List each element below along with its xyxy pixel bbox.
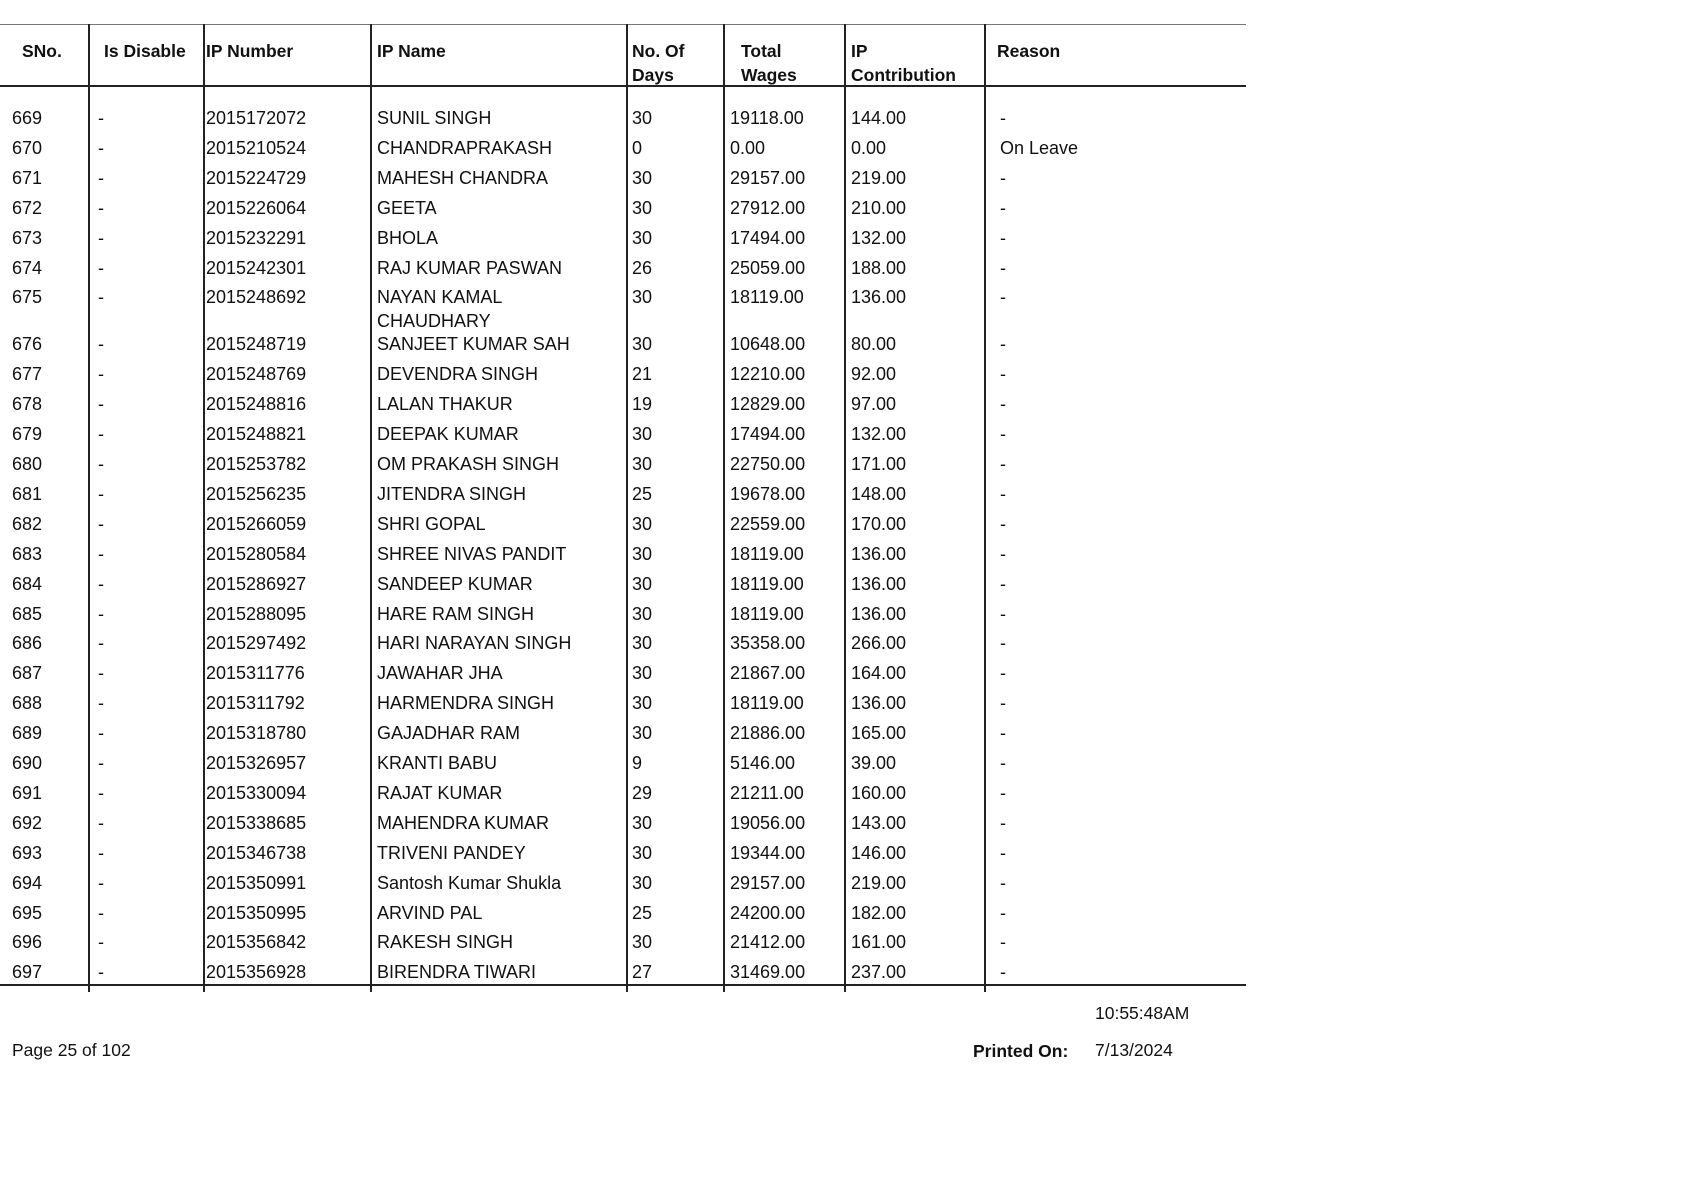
cell-reason: - xyxy=(1000,962,1006,983)
cell-no-of-days: 25 xyxy=(632,483,653,504)
cell-sno: 677 xyxy=(12,364,43,385)
table-row xyxy=(0,781,1246,811)
cell-ip-number: 2015256235 xyxy=(206,483,307,504)
cell-sno: 697 xyxy=(12,962,43,983)
cell-sno: 692 xyxy=(12,812,43,833)
header-bottom-rule xyxy=(0,85,1246,87)
cell-total-wages: 35358.00 xyxy=(730,633,806,654)
cell-sno: 676 xyxy=(12,334,43,355)
cell-is-disable: - xyxy=(98,424,104,445)
cell-reason: - xyxy=(1000,287,1006,308)
cell-no-of-days: 30 xyxy=(632,108,653,128)
cell-no-of-days: 30 xyxy=(632,197,653,218)
cell-is-disable: - xyxy=(98,257,104,278)
cell-no-of-days: 30 xyxy=(632,573,653,594)
table-row xyxy=(0,841,1246,871)
table-row xyxy=(0,661,1246,691)
cell-ip-number: 2015172072 xyxy=(206,108,307,128)
cell-sno: 671 xyxy=(12,167,43,188)
cell-reason: - xyxy=(1000,197,1006,218)
cell-ip-number: 2015350995 xyxy=(206,902,307,923)
cell-sno: 695 xyxy=(12,902,43,923)
cell-ip-contribution: 136.00 xyxy=(851,543,907,564)
table-row xyxy=(0,166,1246,196)
cell-ip-name: DEVENDRA SINGH xyxy=(377,364,539,385)
table-row xyxy=(0,362,1246,392)
cell-no-of-days: 27 xyxy=(632,962,653,983)
cell-reason: - xyxy=(1000,902,1006,923)
cell-ip-name: CHANDRAPRAKASH xyxy=(377,137,553,158)
cell-sno: 693 xyxy=(12,842,43,863)
cell-ip-contribution: 132.00 xyxy=(851,424,907,445)
header-ip-name: IP Name xyxy=(377,41,446,61)
cell-sno: 683 xyxy=(12,543,43,564)
cell-ip-number: 2015253782 xyxy=(206,454,307,474)
cell-is-disable: - xyxy=(98,394,104,415)
cell-is-disable: - xyxy=(98,364,104,385)
cell-ip-name: MAHESH CHANDRA xyxy=(377,167,549,188)
cell-is-disable: - xyxy=(98,108,104,128)
table-row xyxy=(0,392,1246,422)
cell-ip-name: SHREE NIVAS PANDIT xyxy=(377,543,567,564)
cell-ip-name: BIRENDRA TIWARI xyxy=(377,962,537,983)
cell-is-disable: - xyxy=(98,663,104,684)
cell-ip-number: 2015318780 xyxy=(206,723,307,744)
cell-ip-name: JAWAHAR JHA xyxy=(377,663,503,684)
cell-no-of-days: 25 xyxy=(632,902,653,923)
cell-sno: 694 xyxy=(12,872,43,893)
table-row xyxy=(0,512,1246,542)
cell-no-of-days: 30 xyxy=(632,872,653,893)
table-row xyxy=(0,136,1246,166)
cell-no-of-days: 30 xyxy=(632,932,653,953)
contribution-report-table xyxy=(0,24,1246,986)
table-row xyxy=(0,256,1246,286)
cell-no-of-days: 9 xyxy=(632,753,643,773)
cell-no-of-days: 30 xyxy=(632,812,653,833)
cell-total-wages: 19678.00 xyxy=(730,483,806,504)
cell-is-disable: - xyxy=(98,167,104,188)
cell-ip-number: 2015280584 xyxy=(206,543,307,564)
table-row xyxy=(0,960,1246,990)
header-no-of-days-line-1: No. Of xyxy=(632,41,685,61)
cell-total-wages: 18119.00 xyxy=(730,693,804,714)
cell-ip-number: 2015288095 xyxy=(206,603,307,624)
cell-reason: - xyxy=(1000,633,1006,654)
cell-is-disable: - xyxy=(98,842,104,863)
table-row xyxy=(0,811,1246,841)
cell-no-of-days: 30 xyxy=(632,167,653,188)
header-total-wages xyxy=(741,39,797,87)
cell-ip-name: OM PRAKASH SINGH xyxy=(377,454,560,474)
cell-ip-number: 2015266059 xyxy=(206,513,307,534)
header-no-of-days-line-2: Days xyxy=(632,65,674,85)
table-row xyxy=(0,422,1246,452)
cell-reason: - xyxy=(1000,543,1006,564)
cell-ip-contribution: 143.00 xyxy=(851,812,907,833)
cell-is-disable: - xyxy=(98,227,104,248)
cell-is-disable: - xyxy=(98,573,104,594)
cell-ip-name: GEETA xyxy=(377,197,437,218)
cell-reason: - xyxy=(1000,364,1006,385)
printed-time: 10:55:48AM xyxy=(1095,1003,1190,1023)
cell-is-disable: - xyxy=(98,543,104,564)
table-row xyxy=(0,452,1246,482)
cell-total-wages: 19118.00 xyxy=(730,108,804,128)
cell-is-disable: - xyxy=(98,633,104,654)
cell-is-disable: - xyxy=(98,902,104,923)
cell-ip-contribution: 266.00 xyxy=(851,633,907,654)
cell-no-of-days: 30 xyxy=(632,227,653,248)
header-no-of-days xyxy=(632,39,685,87)
cell-ip-number: 2015210524 xyxy=(206,137,307,158)
cell-ip-contribution: 136.00 xyxy=(851,287,907,308)
cell-no-of-days: 30 xyxy=(632,424,653,445)
cell-ip-name: KRANTI BABU xyxy=(377,753,498,773)
cell-ip-name: BHOLA xyxy=(377,227,439,248)
cell-no-of-days: 30 xyxy=(632,663,653,684)
cell-sno: 689 xyxy=(12,723,43,744)
cell-reason: - xyxy=(1000,483,1006,504)
cell-ip-contribution: 80.00 xyxy=(851,334,897,355)
cell-ip-contribution: 161.00 xyxy=(851,932,907,953)
cell-total-wages: 17494.00 xyxy=(730,227,806,248)
cell-total-wages: 17494.00 xyxy=(730,424,806,445)
table-row xyxy=(0,196,1246,226)
printed-on-label: Printed On: xyxy=(973,1041,1069,1061)
cell-ip-number: 2015346738 xyxy=(206,842,307,863)
cell-ip-name: JITENDRA SINGH xyxy=(377,483,527,504)
cell-total-wages: 18119.00 xyxy=(730,603,804,624)
cell-total-wages: 18119.00 xyxy=(730,573,804,594)
cell-sno: 672 xyxy=(12,197,43,218)
cell-reason: - xyxy=(1000,603,1006,624)
cell-ip-number: 2015350991 xyxy=(206,872,307,893)
cell-is-disable: - xyxy=(98,872,104,893)
cell-is-disable: - xyxy=(98,962,104,983)
cell-ip-number: 2015311776 xyxy=(206,663,305,684)
cell-reason: - xyxy=(1000,454,1006,474)
cell-ip-number: 2015326957 xyxy=(206,753,307,773)
cell-total-wages: 21886.00 xyxy=(730,723,806,744)
cell-ip-number: 2015226064 xyxy=(206,197,307,218)
cell-reason: - xyxy=(1000,257,1006,278)
cell-is-disable: - xyxy=(98,723,104,744)
cell-total-wages: 18119.00 xyxy=(730,287,804,308)
cell-ip-number: 2015248719 xyxy=(206,334,307,355)
cell-is-disable: - xyxy=(98,603,104,624)
cell-reason: - xyxy=(1000,227,1006,248)
cell-no-of-days: 30 xyxy=(632,287,653,308)
cell-total-wages: 21211.00 xyxy=(730,782,804,803)
cell-ip-name: MAHENDRA KUMAR xyxy=(377,812,550,833)
cell-total-wages: 12829.00 xyxy=(730,394,806,415)
cell-ip-name: NAYAN KAMAL CHAUDHARY xyxy=(377,287,502,332)
cell-ip-name: DEEPAK KUMAR xyxy=(377,424,519,445)
cell-sno: 696 xyxy=(12,932,43,953)
cell-ip-contribution: 144.00 xyxy=(851,108,907,128)
cell-reason: On Leave xyxy=(1000,137,1079,158)
cell-reason: - xyxy=(1000,932,1006,953)
cell-is-disable: - xyxy=(98,137,104,158)
cell-sno: 681 xyxy=(12,483,43,504)
cell-total-wages: 18119.00 xyxy=(730,543,804,564)
cell-is-disable: - xyxy=(98,513,104,534)
cell-ip-contribution: 136.00 xyxy=(851,573,907,594)
cell-ip-contribution: 97.00 xyxy=(851,394,897,415)
cell-sno: 678 xyxy=(12,394,43,415)
cell-no-of-days: 30 xyxy=(632,454,653,474)
cell-reason: - xyxy=(1000,723,1006,744)
cell-ip-number: 2015297492 xyxy=(206,633,307,654)
cell-ip-contribution: 182.00 xyxy=(851,902,907,923)
cell-ip-name: SANDEEP KUMAR xyxy=(377,573,533,594)
header-sno: SNo. xyxy=(22,41,62,61)
cell-ip-contribution: 136.00 xyxy=(851,603,907,624)
cell-is-disable: - xyxy=(98,334,104,355)
table-row xyxy=(0,106,1246,136)
cell-reason: - xyxy=(1000,693,1006,714)
cell-sno: 682 xyxy=(12,513,43,534)
cell-ip-number: 2015224729 xyxy=(206,167,307,188)
table-top-rule xyxy=(0,24,1246,25)
cell-total-wages: 10648.00 xyxy=(730,334,806,355)
cell-ip-contribution: 219.00 xyxy=(851,167,907,188)
cell-total-wages: 12210.00 xyxy=(730,364,806,385)
cell-no-of-days: 30 xyxy=(632,543,653,564)
cell-ip-number: 2015311792 xyxy=(206,693,305,714)
cell-ip-name: SHRI GOPAL xyxy=(377,513,486,534)
cell-ip-contribution: 219.00 xyxy=(851,872,907,893)
table-row xyxy=(0,285,1246,333)
cell-sno: 675 xyxy=(12,287,43,308)
cell-ip-contribution: 39.00 xyxy=(851,753,897,773)
cell-sno: 684 xyxy=(12,573,43,594)
cell-ip-contribution: 136.00 xyxy=(851,693,907,714)
cell-total-wages: 24200.00 xyxy=(730,902,806,923)
cell-no-of-days: 30 xyxy=(632,513,653,534)
cell-sno: 680 xyxy=(12,454,43,474)
cell-reason: - xyxy=(1000,872,1006,893)
table-row xyxy=(0,871,1246,901)
cell-total-wages: 29157.00 xyxy=(730,167,806,188)
cell-ip-name: TRIVENI PANDEY xyxy=(377,842,526,863)
cell-ip-contribution: 165.00 xyxy=(851,723,907,744)
cell-ip-contribution: 92.00 xyxy=(851,364,897,385)
cell-ip-contribution: 148.00 xyxy=(851,483,907,504)
cell-ip-name: HARMENDRA SINGH xyxy=(377,693,555,714)
cell-ip-contribution: 210.00 xyxy=(851,197,907,218)
cell-is-disable: - xyxy=(98,483,104,504)
cell-total-wages: 19056.00 xyxy=(730,812,806,833)
cell-ip-name: LALAN THAKUR xyxy=(377,394,513,415)
table-row xyxy=(0,572,1246,602)
cell-ip-number: 2015338685 xyxy=(206,812,307,833)
table-row xyxy=(0,542,1246,572)
cell-no-of-days: 21 xyxy=(632,364,653,385)
cell-ip-name: SUNIL SINGH xyxy=(377,108,492,128)
cell-ip-number: 2015248692 xyxy=(206,287,307,308)
cell-ip-number: 2015356928 xyxy=(206,962,307,983)
cell-reason: - xyxy=(1000,167,1006,188)
table-row xyxy=(0,631,1246,661)
cell-no-of-days: 30 xyxy=(632,603,653,624)
cell-sno: 679 xyxy=(12,424,43,445)
cell-ip-name: RAJ KUMAR PASWAN xyxy=(377,257,563,278)
cell-is-disable: - xyxy=(98,812,104,833)
header-reason: Reason xyxy=(997,41,1061,61)
header-ip-contribution-line-2: Contribution xyxy=(851,65,956,85)
cell-ip-name: Santosh Kumar Shukla xyxy=(377,872,562,893)
cell-ip-name: SANJEET KUMAR SAH xyxy=(377,334,570,355)
table-row xyxy=(0,482,1246,512)
cell-no-of-days: 29 xyxy=(632,782,653,803)
cell-total-wages: 27912.00 xyxy=(730,197,806,218)
cell-total-wages: 22559.00 xyxy=(730,513,806,534)
cell-ip-number: 2015286927 xyxy=(206,573,307,594)
table-row xyxy=(0,901,1246,931)
table-row xyxy=(0,332,1246,362)
cell-reason: - xyxy=(1000,424,1006,445)
cell-sno: 691 xyxy=(12,782,43,803)
cell-sno: 673 xyxy=(12,227,43,248)
cell-reason: - xyxy=(1000,394,1006,415)
cell-total-wages: 0.00 xyxy=(730,137,766,158)
cell-ip-number: 2015232291 xyxy=(206,227,307,248)
cell-sno: 674 xyxy=(12,257,43,278)
cell-total-wages: 29157.00 xyxy=(730,872,806,893)
cell-ip-number: 2015248769 xyxy=(206,364,307,385)
cell-ip-name: RAKESH SINGH xyxy=(377,932,514,953)
cell-reason: - xyxy=(1000,573,1006,594)
cell-reason: - xyxy=(1000,753,1006,773)
table-row xyxy=(0,691,1246,721)
cell-ip-name: RAJAT KUMAR xyxy=(377,782,503,803)
header-ip-number: IP Number xyxy=(206,41,294,61)
header-total-wages-line-1: Total xyxy=(741,41,782,61)
cell-is-disable: - xyxy=(98,454,104,474)
cell-reason: - xyxy=(1000,812,1006,833)
cell-no-of-days: 26 xyxy=(632,257,653,278)
cell-ip-number: 2015248816 xyxy=(206,394,307,415)
cell-ip-number: 2015356842 xyxy=(206,932,307,953)
cell-ip-name: HARI NARAYAN SINGH xyxy=(377,633,572,654)
cell-ip-contribution: 237.00 xyxy=(851,962,907,983)
page-number: Page 25 of 102 xyxy=(12,1040,131,1060)
cell-reason: - xyxy=(1000,663,1006,684)
cell-sno: 690 xyxy=(12,753,43,773)
cell-ip-number: 2015248821 xyxy=(206,424,307,445)
cell-reason: - xyxy=(1000,334,1006,355)
header-is-disable: Is Disable xyxy=(104,41,186,61)
cell-ip-contribution: 171.00 xyxy=(851,454,907,474)
cell-ip-name: ARVIND PAL xyxy=(377,902,483,923)
cell-ip-contribution: 170.00 xyxy=(851,513,907,534)
cell-sno: 669 xyxy=(12,108,43,128)
cell-is-disable: - xyxy=(98,753,104,773)
cell-sno: 687 xyxy=(12,663,43,684)
cell-no-of-days: 30 xyxy=(632,693,653,714)
cell-ip-contribution: 164.00 xyxy=(851,663,907,684)
cell-sno: 670 xyxy=(12,137,43,158)
header-ip-contribution xyxy=(851,39,956,87)
cell-total-wages: 22750.00 xyxy=(730,454,806,474)
cell-total-wages: 25059.00 xyxy=(730,257,806,278)
table-row xyxy=(0,602,1246,632)
cell-is-disable: - xyxy=(98,287,104,308)
header-total-wages-line-2: Wages xyxy=(741,65,797,85)
cell-no-of-days: 30 xyxy=(632,842,653,863)
printed-date: 7/13/2024 xyxy=(1095,1040,1173,1060)
table-row xyxy=(0,226,1246,256)
cell-sno: 686 xyxy=(12,633,43,654)
cell-ip-contribution: 188.00 xyxy=(851,257,907,278)
cell-no-of-days: 30 xyxy=(632,633,653,654)
cell-ip-contribution: 160.00 xyxy=(851,782,907,803)
cell-no-of-days: 30 xyxy=(632,723,653,744)
cell-ip-contribution: 132.00 xyxy=(851,227,907,248)
cell-total-wages: 5146.00 xyxy=(730,753,796,773)
cell-reason: - xyxy=(1000,513,1006,534)
cell-ip-contribution: 0.00 xyxy=(851,137,887,158)
cell-no-of-days: 30 xyxy=(632,334,653,355)
table-row xyxy=(0,930,1246,960)
cell-reason: - xyxy=(1000,842,1006,863)
cell-no-of-days: 0 xyxy=(632,137,643,158)
cell-reason: - xyxy=(1000,782,1006,803)
cell-reason: - xyxy=(1000,108,1006,128)
cell-ip-name: GAJADHAR RAM xyxy=(377,723,521,744)
cell-total-wages: 21412.00 xyxy=(730,932,806,953)
cell-total-wages: 19344.00 xyxy=(730,842,806,863)
cell-is-disable: - xyxy=(98,932,104,953)
cell-sno: 685 xyxy=(12,603,43,624)
cell-sno: 688 xyxy=(12,693,43,714)
cell-no-of-days: 19 xyxy=(632,394,653,415)
cell-ip-name: HARE RAM SINGH xyxy=(377,603,535,624)
cell-is-disable: - xyxy=(98,782,104,803)
cell-total-wages: 31469.00 xyxy=(730,962,806,983)
cell-is-disable: - xyxy=(98,693,104,714)
cell-is-disable: - xyxy=(98,197,104,218)
cell-ip-contribution: 146.00 xyxy=(851,842,907,863)
cell-ip-number: 2015330094 xyxy=(206,782,307,803)
cell-ip-number: 2015242301 xyxy=(206,257,307,278)
header-ip-contribution-line-1: IP xyxy=(851,41,868,61)
cell-total-wages: 21867.00 xyxy=(730,663,806,684)
table-row xyxy=(0,751,1246,781)
table-row xyxy=(0,721,1246,751)
